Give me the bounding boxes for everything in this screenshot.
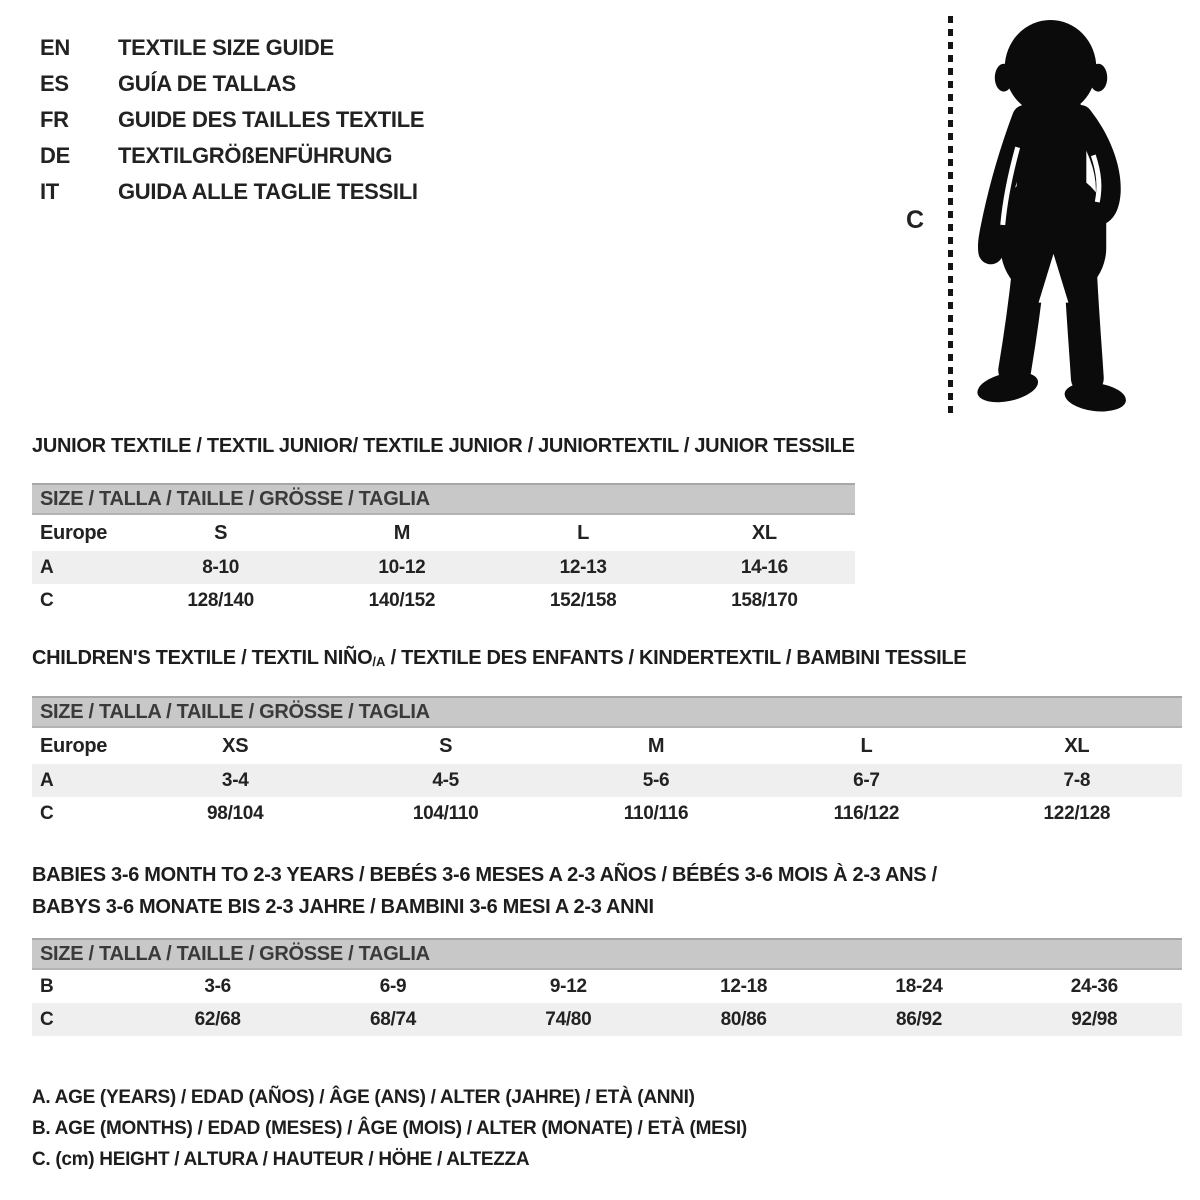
size-cell: XL xyxy=(1064,734,1090,757)
table-row-age-months xyxy=(32,970,1182,1003)
children-section-title xyxy=(32,647,1182,673)
row-label: Europe xyxy=(40,734,108,757)
age-cell: 14-16 xyxy=(740,556,788,578)
language-code: IT xyxy=(40,179,59,204)
height-cell: 74/80 xyxy=(545,1008,592,1030)
row-label: A xyxy=(40,769,54,791)
size-cell: M xyxy=(393,521,411,544)
age-cell: 9-12 xyxy=(549,975,587,997)
age-cell: 12-18 xyxy=(720,975,768,997)
row-label: C xyxy=(40,1008,54,1030)
age-cell: 4-5 xyxy=(432,769,459,791)
children-title-post: / TEXTILE DES ENFANTS / KINDERTEXTIL / BAMBINI TESSILE xyxy=(385,647,967,669)
legend-line-age-months: B. AGE (MONTHS) / EDAD (MESES) / ÂGE (MOIS) / ALTER (MONATE) / ETÀ (MESI) xyxy=(32,1118,747,1139)
height-cell: 80/86 xyxy=(720,1008,767,1030)
children-size-table xyxy=(32,696,1182,830)
height-cell: 116/122 xyxy=(833,802,900,824)
age-cell: 12-13 xyxy=(559,556,607,578)
height-cell: 98/104 xyxy=(207,802,264,824)
junior-section-title: JUNIOR TEXTILE / TEXTIL JUNIOR/ TEXTILE JUNIOR / JUNIORTEXTIL / JUNIOR TESSILE xyxy=(32,435,855,457)
age-cell: 10-12 xyxy=(378,556,426,578)
language-code: FR xyxy=(40,107,69,132)
size-cell: M xyxy=(647,734,665,757)
age-cell: 3-4 xyxy=(221,769,249,791)
language-code: DE xyxy=(40,143,70,168)
age-cell: 5-6 xyxy=(642,769,670,791)
height-measure-label: C xyxy=(906,206,924,234)
table-row-age-years xyxy=(32,551,855,584)
babies-size-table xyxy=(32,938,1182,1036)
height-cell: 152/158 xyxy=(549,589,617,611)
height-cell: 104/110 xyxy=(412,802,479,824)
size-guide-content xyxy=(32,0,1182,1175)
table-row-height-cm xyxy=(32,1003,1182,1036)
size-cell: L xyxy=(860,734,873,757)
height-cell: 68/74 xyxy=(369,1008,417,1030)
language-label: GUIDA ALLE TAGLIE TESSILI xyxy=(118,179,418,204)
size-cell: S xyxy=(439,734,453,757)
table-row-europe xyxy=(32,515,855,551)
row-label: C xyxy=(40,589,54,611)
height-cell: 122/128 xyxy=(1043,802,1111,824)
size-cell: XS xyxy=(222,734,249,757)
row-label: B xyxy=(40,975,54,997)
height-cell: 62/68 xyxy=(194,1008,241,1030)
junior-size-table xyxy=(32,483,855,617)
table-row-height-cm xyxy=(32,797,1182,830)
height-cell: 110/116 xyxy=(623,802,689,824)
table-row-age-years xyxy=(32,764,1182,797)
height-cell: 128/140 xyxy=(187,589,254,611)
legend-line-height: C. (cm) HEIGHT / ALTURA / HAUTEUR / HÖHE / ALTEZZA xyxy=(32,1149,530,1170)
size-table-header: SIZE / TALLA / TAILLE / GRÖSSE / TAGLIA xyxy=(32,483,855,515)
language-code: ES xyxy=(40,71,69,96)
babies-title-line2: BABYS 3-6 MONATE BIS 2-3 JAHRE / BAMBINI 3-6 MESI A 2-3 ANNI xyxy=(32,896,654,918)
row-label: Europe xyxy=(40,521,108,544)
size-table-header: SIZE / TALLA / TAILLE / GRÖSSE / TAGLIA xyxy=(32,696,1182,728)
children-title-suffix: /A xyxy=(372,654,386,669)
legend xyxy=(32,1082,1182,1175)
babies-title-line1: BABIES 3-6 MONTH TO 2-3 YEARS / BEBÉS 3-6 MESES A 2-3 AÑOS / BÉBÉS 3-6 MOIS À 2-3 ANS / xyxy=(32,864,937,886)
legend-line-age-years: A. AGE (YEARS) / EDAD (AÑOS) / ÂGE (ANS) / ALTER (JAHRE) / ETÀ (ANNI) xyxy=(32,1087,695,1108)
age-cell: 24-36 xyxy=(1070,975,1118,997)
language-label: GUÍA DE TALLAS xyxy=(118,71,296,96)
children-title-pre: CHILDREN'S TEXTILE / TEXTIL NIÑO xyxy=(32,647,373,669)
language-label: TEXTILGRÖßENFÜHRUNG xyxy=(118,143,393,168)
row-label: C xyxy=(40,802,54,824)
babies-section-title xyxy=(32,859,1182,923)
language-label: GUIDE DES TAILLES TEXTILE xyxy=(118,107,425,132)
size-cell: L xyxy=(577,521,590,544)
row-label: A xyxy=(40,556,54,578)
language-label: TEXTILE SIZE GUIDE xyxy=(118,35,334,60)
height-cell: 158/170 xyxy=(731,589,798,611)
height-cell: 140/152 xyxy=(368,589,436,611)
height-cell: 86/92 xyxy=(895,1008,942,1030)
size-table-header: SIZE / TALLA / TAILLE / GRÖSSE / TAGLIA xyxy=(32,938,1182,970)
age-cell: 6-9 xyxy=(379,975,407,997)
age-cell: 7-8 xyxy=(1063,769,1091,791)
age-cell: 3-6 xyxy=(204,975,231,997)
table-row-europe xyxy=(32,728,1182,764)
size-cell: XL xyxy=(751,521,777,544)
table-row-height-cm xyxy=(32,584,855,617)
age-cell: 18-24 xyxy=(895,975,943,997)
age-cell: 6-7 xyxy=(853,769,880,791)
age-cell: 8-10 xyxy=(202,556,240,578)
language-code: EN xyxy=(40,35,70,60)
height-cell: 92/98 xyxy=(1071,1008,1118,1030)
size-cell: S xyxy=(214,521,228,544)
